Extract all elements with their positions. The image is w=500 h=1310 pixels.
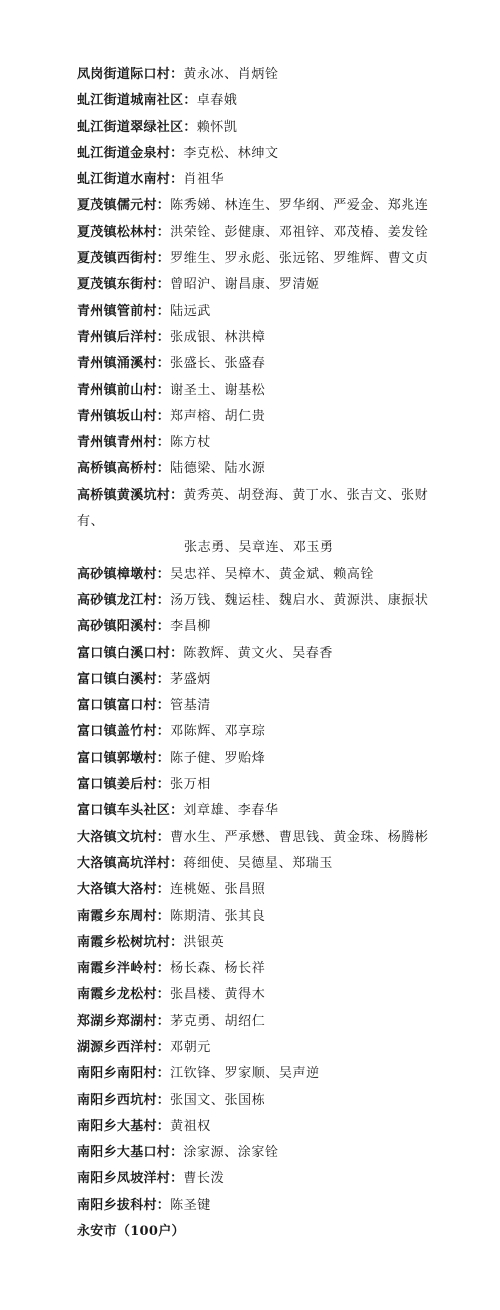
list-item	[77, 430, 437, 456]
village-name: 夏茂镇东街村：	[77, 277, 171, 293]
household-names: 李克松、林绅文	[183, 145, 279, 161]
list-item	[77, 667, 437, 693]
household-names: 陆德梁、陆水源	[170, 461, 266, 477]
household-names: 肖祖华	[183, 172, 225, 188]
list-item	[77, 851, 437, 877]
household-names: 洪银英	[183, 934, 225, 950]
household-names: 卓春娥	[196, 93, 238, 109]
village-name: 高桥镇黄溪坑村：	[77, 487, 184, 503]
list-item	[77, 1193, 437, 1219]
village-name: 大洛镇大洛村：	[77, 882, 171, 898]
village-name: 南阳乡大基村：	[77, 1118, 171, 1134]
list-item	[77, 193, 437, 219]
village-name: 郑湖乡郑湖村：	[77, 1013, 171, 1029]
list-item	[77, 719, 437, 745]
list-item	[77, 220, 437, 246]
household-names: 陈秀娣、林连生、罗华纲、严爱金、郑兆连	[170, 198, 429, 214]
village-name: 虬江街道水南村：	[77, 172, 184, 188]
list-item	[77, 141, 437, 167]
village-name: 大洛镇高坑洋村：	[77, 855, 184, 871]
village-name: 富口镇富口村：	[77, 698, 171, 714]
village-name: 高桥镇高桥村：	[77, 461, 171, 477]
section-heading	[77, 1219, 437, 1245]
household-names: 茅克勇、胡绍仁	[170, 1013, 266, 1029]
village-name: 青州镇后洋村：	[77, 329, 171, 345]
household-names: 曹水生、严承懋、曹思钱、黄金珠、杨腾彬	[170, 829, 429, 845]
household-names: 李昌柳	[170, 619, 211, 635]
household-names: 罗维生、罗永彪、张远铭、罗维辉、曹文贞	[170, 251, 429, 267]
list-item	[77, 456, 437, 482]
list-item	[77, 772, 437, 798]
household-names: 张昌楼、黄得木	[170, 987, 266, 1003]
household-names: 连桃姬、张昌照	[170, 882, 266, 898]
village-name: 青州镇管前村：	[77, 303, 171, 319]
list-item	[77, 956, 437, 982]
village-name: 虬江街道城南社区：	[77, 93, 197, 109]
village-name: 富口镇车头社区：	[77, 803, 184, 819]
list-item	[77, 614, 437, 640]
list-item	[77, 1009, 437, 1035]
household-list	[77, 62, 437, 1245]
list-item	[77, 272, 437, 298]
village-name: 永安市（100户）	[77, 1224, 185, 1240]
village-name: 青州镇前山村：	[77, 382, 171, 398]
household-names: 陈子健、罗贻烽	[170, 750, 266, 766]
household-names: 杨长森、杨长祥	[170, 961, 266, 977]
list-item	[77, 798, 437, 824]
list-item	[77, 246, 437, 272]
village-name: 南阳乡大基口村：	[77, 1145, 184, 1161]
household-names: 曾昭沪、谢昌康、罗清姬	[170, 277, 320, 293]
list-item	[77, 115, 437, 141]
village-name: 夏茂镇儒元村：	[77, 198, 171, 214]
household-names: 吴忠祥、吴樟木、黄金斌、赖高铨	[170, 566, 375, 582]
list-item	[77, 351, 437, 377]
village-name: 南霞乡龙松村：	[77, 987, 171, 1003]
household-names: 曹长泼	[183, 1171, 225, 1187]
village-name: 夏茂镇西街村：	[77, 251, 171, 267]
village-name: 高砂镇龙江村：	[77, 592, 171, 608]
village-name: 富口镇白溪村：	[77, 671, 171, 687]
household-names: 黄祖权	[170, 1118, 211, 1134]
list-item	[77, 325, 437, 351]
village-name: 凤岗街道际口村：	[77, 67, 184, 82]
household-names: 张国文、张国栋	[170, 1092, 266, 1108]
household-names: 邓朝元	[170, 1039, 211, 1055]
village-name: 青州镇青州村：	[77, 435, 171, 451]
village-name: 湖源乡西洋村：	[77, 1039, 171, 1055]
household-names: 黄永冰、肖炳铨	[183, 67, 279, 82]
village-name: 富口镇郭墩村：	[77, 750, 171, 766]
list-item	[77, 483, 437, 509]
village-name: 青州镇坂山村：	[77, 408, 171, 424]
list-item	[77, 167, 437, 193]
household-names: 蒋细使、吴德星、郑瑞玉	[183, 855, 334, 871]
list-item	[77, 904, 437, 930]
household-names: 张万相	[170, 777, 211, 793]
household-names: 陈方杖	[170, 435, 211, 451]
village-name: 南阳乡凤坡洋村：	[77, 1171, 184, 1187]
list-item	[77, 378, 437, 404]
household-names: 黄秀英、胡登海、黄丁水、张吉文、张财	[183, 487, 429, 503]
village-name: 南霞乡东周村：	[77, 908, 171, 924]
list-item	[77, 535, 437, 561]
village-name: 富口镇白溪口村：	[77, 645, 184, 661]
household-names: 陆远武	[170, 303, 211, 319]
list-item	[77, 1114, 437, 1140]
village-name: 南霞乡松树坑村：	[77, 934, 184, 950]
household-names: 陈圣键	[170, 1197, 211, 1213]
household-names: 张盛长、张盛春	[170, 356, 266, 372]
household-names: 茅盛炳	[170, 671, 211, 687]
village-name: 青州镇涌溪村：	[77, 356, 171, 372]
list-item	[77, 693, 437, 719]
household-names: 涂家源、涂家铨	[183, 1145, 279, 1161]
household-names: 洪荣铨、彭健康、邓祖锌、邓茂椿、姜发铨	[170, 224, 429, 240]
household-names: 管基清	[170, 698, 211, 714]
list-item	[77, 1035, 437, 1061]
household-names: 邓陈辉、邓享琮	[170, 724, 266, 740]
list-item	[77, 588, 437, 614]
village-name: 富口镇姜后村：	[77, 777, 171, 793]
list-item	[77, 62, 437, 88]
list-item	[77, 877, 437, 903]
list-item	[77, 746, 437, 772]
list-item	[77, 825, 437, 851]
household-names: 江钦锋、罗家顺、吴声逆	[170, 1066, 320, 1082]
household-names: 张志勇、吴章连、邓玉勇	[184, 540, 334, 556]
village-name: 富口镇盖竹村：	[77, 724, 171, 740]
village-name: 南阳乡拔科村：	[77, 1197, 171, 1213]
household-names: 郑声榕、胡仁贵	[170, 408, 266, 424]
household-names: 陈期清、张其良	[170, 908, 266, 924]
village-name: 虬江街道金泉村：	[77, 145, 184, 161]
list-item	[77, 562, 437, 588]
village-name: 南霞乡泮岭村：	[77, 961, 171, 977]
village-name: 南阳乡南阳村：	[77, 1066, 171, 1082]
household-names: 张成银、林洪樟	[170, 329, 266, 345]
village-name: 夏茂镇松林村：	[77, 224, 171, 240]
household-names: 汤万钱、魏运桂、魏启水、黄源洪、康振状	[170, 592, 429, 608]
list-item	[77, 641, 437, 667]
household-names: 赖怀凯	[196, 119, 238, 135]
list-item	[77, 1061, 437, 1087]
list-item	[77, 299, 437, 325]
list-item	[77, 509, 437, 535]
list-item	[77, 88, 437, 114]
village-name: 大洛镇文坑村：	[77, 829, 171, 845]
list-item	[77, 982, 437, 1008]
household-names: 谢圣土、谢基松	[170, 382, 266, 398]
list-item	[77, 1140, 437, 1166]
village-name: 高砂镇樟墩村：	[77, 566, 171, 582]
village-name: 虬江街道翠绿社区：	[77, 119, 197, 135]
list-item	[77, 404, 437, 430]
household-names: 刘章雄、李春华	[183, 803, 279, 819]
list-item	[77, 1166, 437, 1192]
village-name: 高砂镇阳溪村：	[77, 619, 171, 635]
village-name: 南阳乡西坑村：	[77, 1092, 171, 1108]
household-names: 有、	[77, 514, 105, 530]
household-names: 陈教辉、黄文火、吴春香	[183, 645, 334, 661]
list-item	[77, 930, 437, 956]
list-item	[77, 1088, 437, 1114]
